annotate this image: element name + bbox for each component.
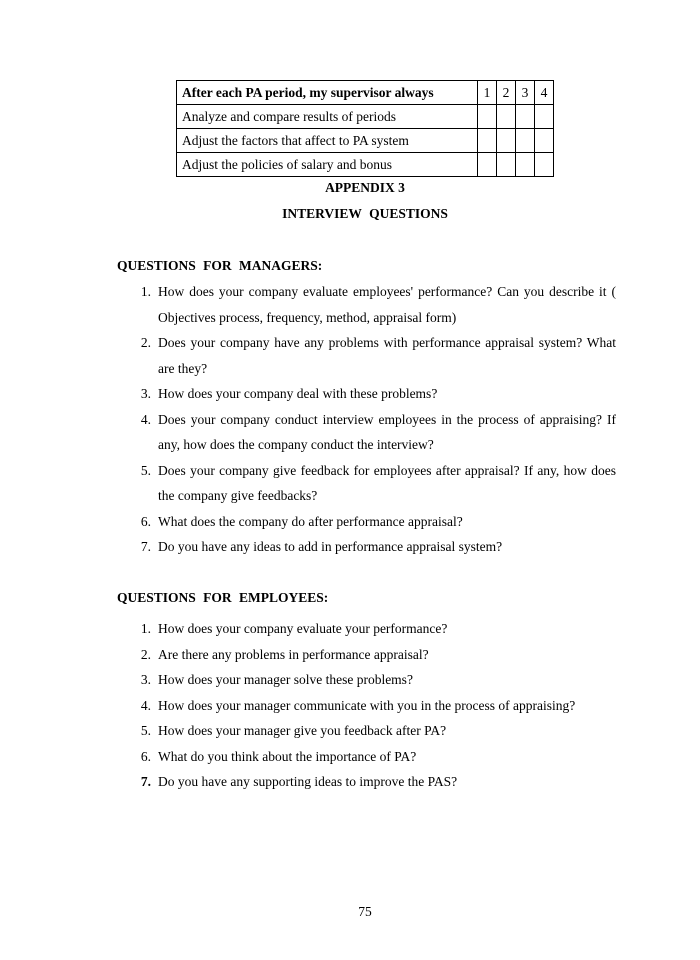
question-text: How does your company evaluate employees' performance? Can you describe it ( Objectives process, frequency, method, appraisal form) [158,284,616,325]
survey-table-header: After each PA period, my supervisor always [177,81,478,105]
list-item [130,279,616,330]
question-number: 6. [140,513,151,529]
question-number: 1. [140,621,151,636]
question-number: 2. [140,335,151,350]
question-text: What does the company do after performance appraisal? [158,513,463,529]
question-number: 1. [140,284,151,299]
survey-table-header-row [177,81,554,105]
question-text: How does your manager communicate with you in the process of appraising? [158,697,576,713]
question-text: What do you think about the importance of PA? [158,748,417,764]
question-text: How does your company deal with these problems? [158,386,438,401]
interview-title: INTERVIEW QUESTIONS [282,206,448,221]
rating-cell [516,129,535,153]
question-text: Do you have any supporting ideas to improve the PAS? [158,774,458,789]
list-item [130,458,616,509]
scale-header-4: 4 [535,81,554,105]
appendix-title: APPENDIX 3 [325,180,405,195]
list-item [130,769,616,795]
list-item [130,534,616,560]
list-item [130,616,616,642]
rating-cell [535,105,554,129]
rating-cell [497,129,516,153]
list-item [130,642,616,668]
question-text: Does your company have any problems with performance appraisal system? What are they? [158,335,616,376]
question-number: 7. [140,539,151,554]
managers-heading: QUESTIONS FOR MANAGERS: [117,258,323,273]
question-number: 7. [140,774,151,789]
managers-question-list [130,279,616,560]
survey-table [176,80,554,177]
list-item [130,381,616,407]
rating-cell [497,153,516,177]
question-text: Are there any problems in performance appraisal? [158,646,429,662]
table-row [177,105,554,129]
rating-cell [516,105,535,129]
question-text: Do you have any ideas to add in performance appraisal system? [158,539,503,554]
rating-cell [535,153,554,177]
question-text: How does your company evaluate your performance? [158,621,448,636]
employees-question-list [130,616,616,795]
rating-cell [497,105,516,129]
list-item [130,667,616,693]
rating-cell [478,153,497,177]
question-number: 5. [140,462,151,478]
question-text: Does your company give feedback for employees after appraisal? If any, how does the company give feedbacks? [158,462,616,503]
question-number: 6. [140,748,151,764]
question-text: Does your company conduct interview employees in the process of appraising? If any, how does the company conduct the interview? [158,411,616,452]
question-text: How does your manager solve these problems? [158,672,413,687]
list-item [130,693,616,719]
list-item [130,744,616,770]
table-row-label: Adjust the policies of salary and bonus [177,153,478,177]
question-number: 4. [140,697,151,713]
question-number: 3. [140,672,151,687]
table-row [177,129,554,153]
employees-heading: QUESTIONS FOR EMPLOYEES: [117,590,329,605]
rating-cell [478,105,497,129]
question-number: 3. [140,386,151,401]
scale-header-2: 2 [497,81,516,105]
table-row [177,153,554,177]
rating-cell [478,129,497,153]
page-number: 75 [358,904,372,919]
list-item [130,718,616,744]
list-item [130,509,616,535]
table-row-label: Analyze and compare results of periods [177,105,478,129]
question-number: 2. [140,646,151,662]
rating-cell [535,129,554,153]
question-number: 5. [140,723,151,738]
table-row-label: Adjust the factors that affect to PA system [177,129,478,153]
question-text: How does your manager give you feedback after PA? [158,723,447,738]
list-item [130,330,616,381]
scale-header-3: 3 [516,81,535,105]
rating-cell [516,153,535,177]
list-item [130,407,616,458]
question-number: 4. [140,411,151,427]
scale-header-1: 1 [478,81,497,105]
